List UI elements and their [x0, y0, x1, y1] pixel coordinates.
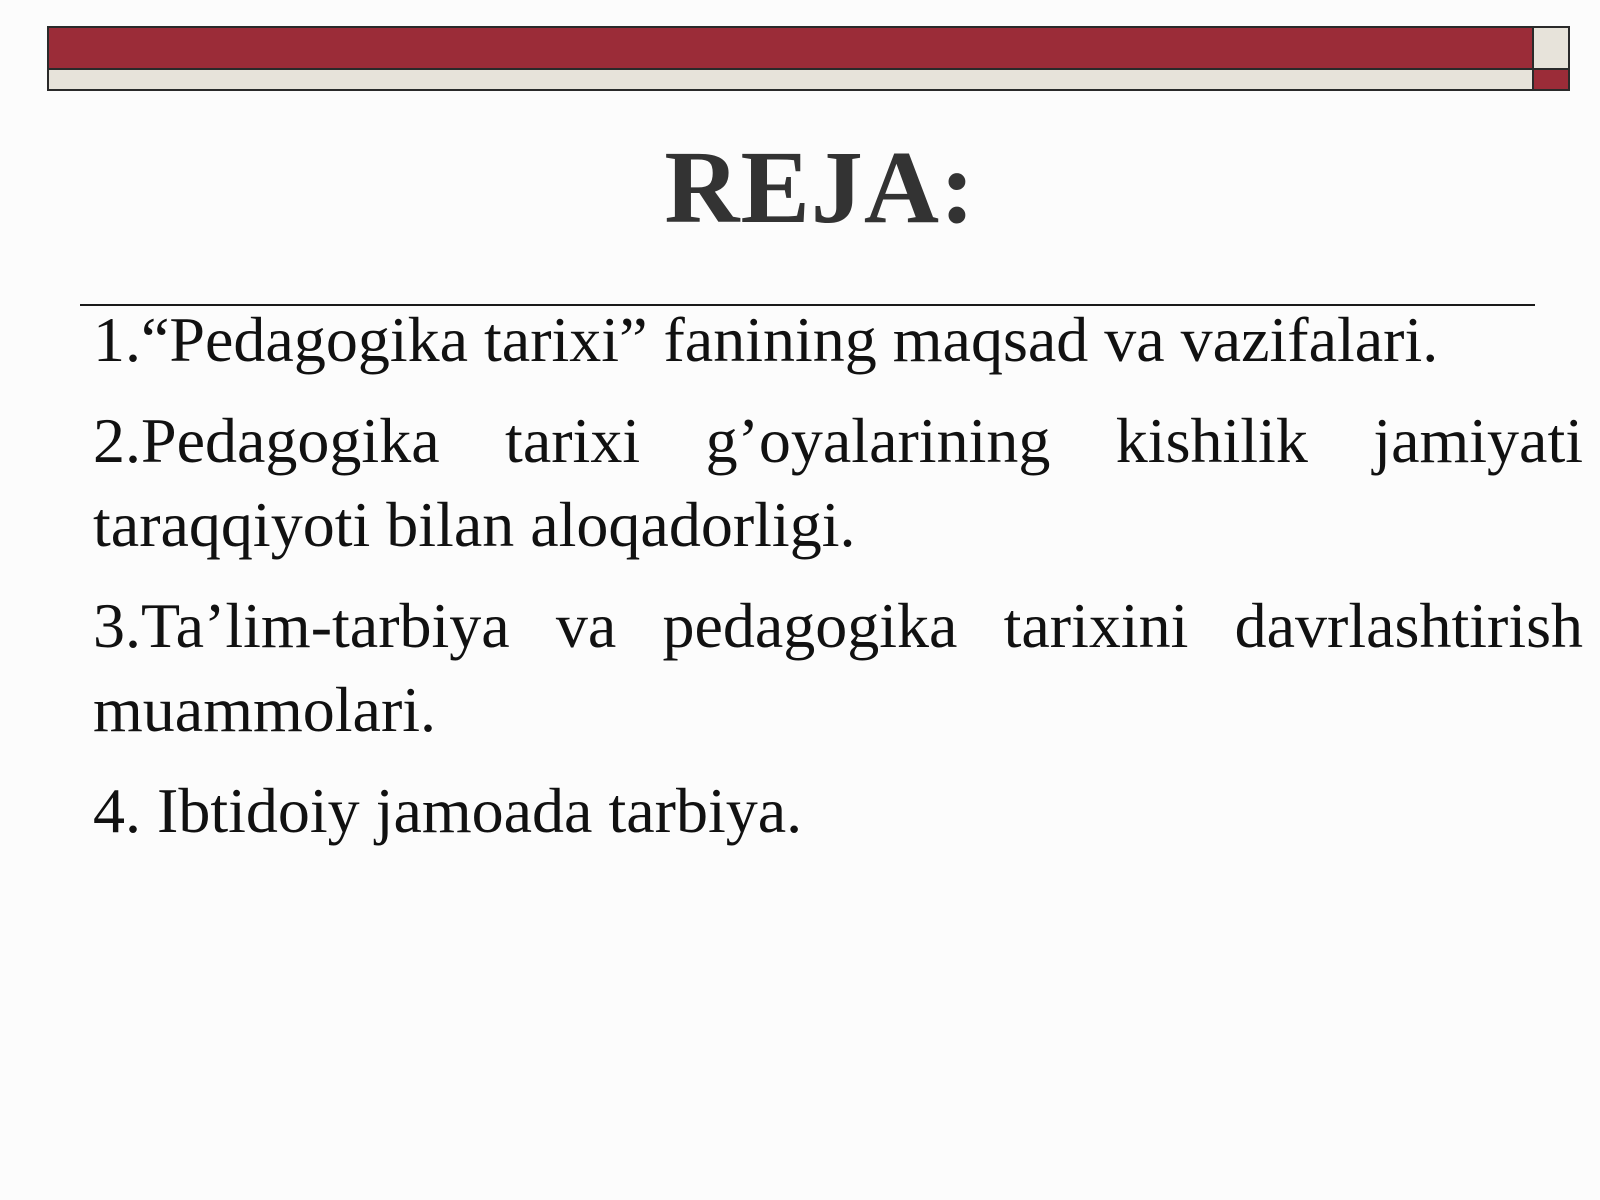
plan-item-4: 4. Ibtidoiy jamoada tarbiya. — [93, 775, 803, 846]
header-decoration-bar — [47, 26, 1570, 91]
header-corner-beige-square — [1534, 28, 1568, 70]
plan-list — [93, 298, 1583, 870]
header-beige-band — [49, 70, 1532, 89]
header-corner-red-square — [1534, 70, 1568, 89]
slide-title: REJA: — [664, 130, 976, 245]
plan-item-2: 2.Pedagogika tarixi g’oyalarining kishilik jamiyati taraqqiyoti bilan aloqadorligi. — [93, 405, 1583, 560]
header-red-band — [49, 28, 1532, 70]
plan-item-1: 1.“Pedagogika tarixi” fanining maqsad va vazifalari. — [93, 304, 1439, 375]
plan-item-3: 3.Ta’lim-tarbiya va pedagogika tarixini davrlashtirish muammolari. — [93, 590, 1583, 745]
